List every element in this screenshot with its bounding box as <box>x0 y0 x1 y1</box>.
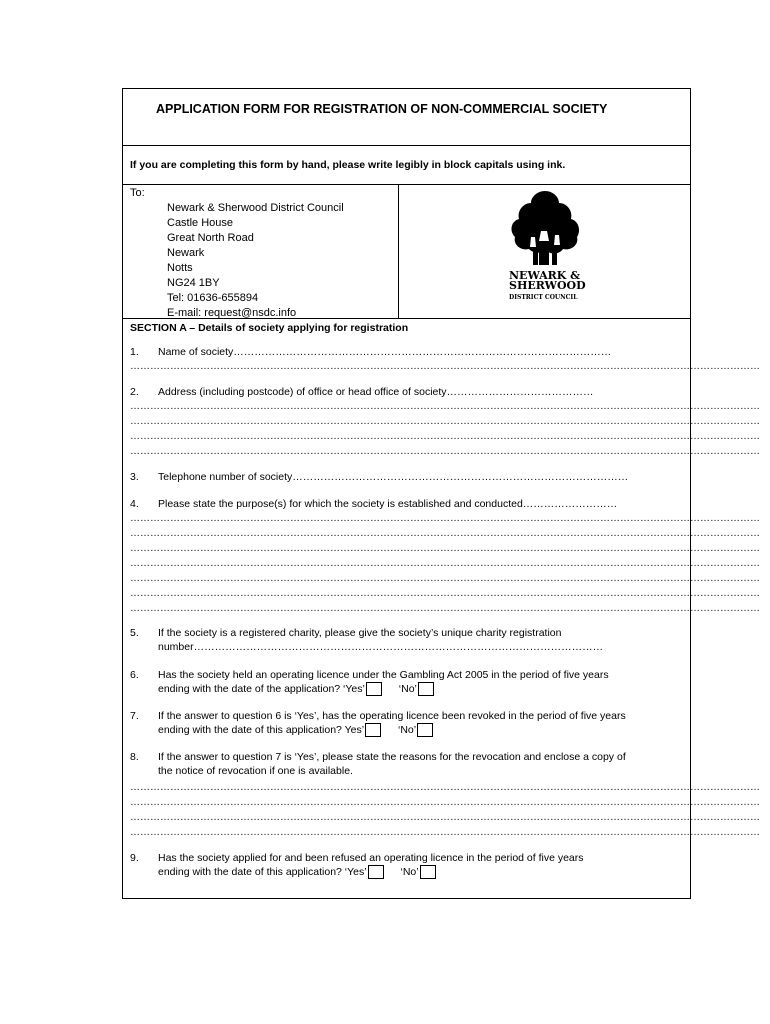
form-title: APPLICATION FORM FOR REGISTRATION OF NON-COMMERCIAL SOCIETY <box>156 102 608 116</box>
logo-line: NEWARK & <box>509 269 581 282</box>
question-text[interactable]: Telephone number of society…………………………………………………………………………………… <box>158 471 629 483</box>
no-checkbox[interactable] <box>417 723 433 737</box>
no-label: ‘No’ <box>398 724 417 736</box>
question-text: Has the society held an operating licence under the Gambling Act 2005 in the period of five years <box>158 669 609 681</box>
yes-checkbox[interactable] <box>368 865 384 879</box>
answer-line[interactable]: ……………………………………………………………………………………………………………………………………………………………………… <box>130 361 760 372</box>
question-number: 4. <box>130 498 139 510</box>
no-label: ‘No’ <box>398 683 417 695</box>
question-6 <box>123 668 690 698</box>
question-9 <box>123 851 690 881</box>
answer-line[interactable]: ……………………………………………………………………………………………………………………………………………………………………… <box>130 558 760 569</box>
answer-line[interactable]: ……………………………………………………………………………………………………………………………………………………………………… <box>130 797 760 808</box>
question-number: 3. <box>130 471 139 483</box>
address-line: Notts <box>167 262 193 274</box>
question-text[interactable]: Address (including postcode) of office or head office of society…………………………………… <box>158 386 594 398</box>
question-text: ending with the date of this application? Yes’ <box>158 724 365 736</box>
question-text[interactable]: number……………………………………………………………………………………………………… <box>158 641 604 653</box>
address-line: E-mail: request@nsdc.info <box>167 307 297 319</box>
address-line: Newark <box>167 247 205 259</box>
answer-line[interactable]: ……………………………………………………………………………………………………………………………………………………………………… <box>130 588 760 599</box>
question-number: 6. <box>130 669 139 681</box>
address-line: NG24 1BY <box>167 277 220 289</box>
answer-line[interactable]: ……………………………………………………………………………………………………………………………………………………………………… <box>130 431 760 442</box>
question-text: If the answer to question 6 is ‘Yes’, has the operating licence been revoked in the period of five years <box>158 710 626 722</box>
no-label: ‘No’ <box>400 866 419 878</box>
address-line: Tel: 01636-655894 <box>167 292 259 304</box>
answer-line[interactable]: ……………………………………………………………………………………………………………………………………………………………………… <box>130 528 760 539</box>
no-checkbox[interactable] <box>418 682 434 696</box>
address-line: Newark & Sherwood District Council <box>167 202 344 214</box>
address-row <box>123 185 690 319</box>
no-checkbox[interactable] <box>420 865 436 879</box>
question-text[interactable]: Please state the purpose(s) for which the society is established and conducted……………………… <box>158 498 618 510</box>
question-text: ending with the date of this application? ‘Yes’ <box>158 866 367 878</box>
section-a-heading: SECTION A – Details of society applying for registration <box>130 322 409 334</box>
answer-line[interactable]: ……………………………………………………………………………………………………………………………………………………………………… <box>130 573 760 584</box>
answer-line[interactable]: ……………………………………………………………………………………………………………………………………………………………………… <box>130 827 760 838</box>
answer-line[interactable]: ……………………………………………………………………………………………………………………………………………………………………… <box>130 401 760 412</box>
question-number: 8. <box>130 751 139 763</box>
logo-text <box>509 271 599 303</box>
question-7 <box>123 709 690 739</box>
question-text: the notice of revocation if one is available. <box>158 765 353 777</box>
oak-tree-logo-icon <box>509 189 581 265</box>
address-line: Castle House <box>167 217 234 229</box>
logo-line: DISTRICT COUNCIL <box>509 294 578 301</box>
question-text: If the society is a registered charity, please give the society’s unique charity registration <box>158 627 562 639</box>
application-form <box>122 88 760 899</box>
address-block <box>123 185 399 318</box>
question-number: 2. <box>130 386 139 398</box>
question-number: 7. <box>130 710 139 722</box>
question-number: 1. <box>130 346 139 358</box>
question-text: ending with the date of the application? ‘Yes’ <box>158 683 365 695</box>
address-line: Great North Road <box>167 232 254 244</box>
answer-line[interactable]: ……………………………………………………………………………………………………………………………………………………………………… <box>130 446 760 457</box>
yes-checkbox[interactable] <box>365 723 381 737</box>
question-8 <box>123 750 690 780</box>
question-number: 5. <box>130 627 139 639</box>
answer-line[interactable]: ……………………………………………………………………………………………………………………………………………………………………… <box>130 812 760 823</box>
answer-line[interactable]: ……………………………………………………………………………………………………………………………………………………………………… <box>130 513 760 524</box>
answer-line[interactable]: ……………………………………………………………………………………………………………………………………………………………………… <box>130 543 760 554</box>
question-text[interactable]: Name of society……………………………………………………………………………………………… <box>158 346 612 358</box>
question-text: Has the society applied for and been refused an operating licence in the period of five years <box>158 852 584 864</box>
to-label: To: <box>130 187 145 199</box>
instruction-row <box>123 146 690 185</box>
instruction-text: If you are completing this form by hand, please write legibly in block capitals using ink. <box>130 159 566 171</box>
council-address <box>167 201 344 321</box>
answer-line[interactable]: ……………………………………………………………………………………………………………………………………………………………………… <box>130 782 760 793</box>
question-text: If the answer to question 7 is ‘Yes’, please state the reasons for the revocation and enclose a copy of <box>158 751 626 763</box>
council-logo <box>509 189 599 304</box>
answer-line[interactable]: ……………………………………………………………………………………………………………………………………………………………………… <box>130 416 760 427</box>
yes-checkbox[interactable] <box>366 682 382 696</box>
question-5 <box>123 626 690 656</box>
question-number: 9. <box>130 852 139 864</box>
answer-line[interactable]: ……………………………………………………………………………………………………………………………………………………………………… <box>130 603 760 614</box>
logo-line: SHERWOOD <box>509 279 586 292</box>
title-row <box>123 89 690 146</box>
